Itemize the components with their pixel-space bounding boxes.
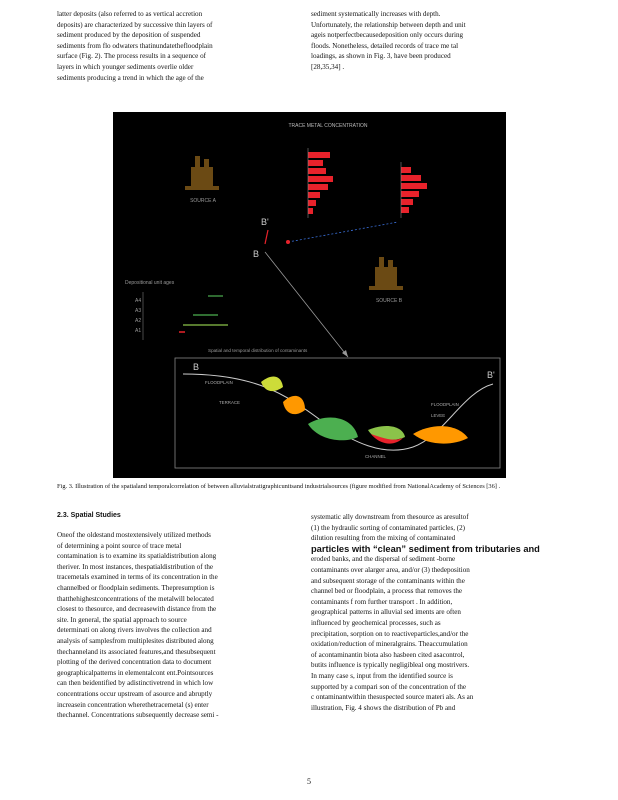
legend-note: Spatial and temporal distribution of contaminants — [208, 348, 308, 353]
cross-section-arrow — [265, 252, 348, 357]
text-line: closest to thesource, and decreasewith distance from the — [57, 605, 217, 614]
text-line: channelbed or floodplain sediments. Thepresumption is — [57, 583, 215, 592]
text-line: contaminants f rom further transport . In addition, — [311, 597, 453, 606]
svg-text:A3: A3 — [135, 308, 142, 314]
text-line: floods. Nonetheless, detailed records of trace me tal — [311, 41, 459, 50]
text-line: dilution resulting from the mixing of contaminated — [311, 534, 456, 543]
deposit-unit-a4 — [261, 377, 283, 392]
text-line: contamination is to examine its spatialdistribution along — [57, 552, 217, 561]
text-line: site. In general, the spatial approach to source — [57, 615, 187, 624]
text-line: of determining a point source of trace metal — [57, 541, 182, 550]
text-line: analysis of samplesfrom multiplesites distributed along — [57, 636, 214, 645]
text-line: plotting of the derived concentration data to document — [57, 658, 212, 667]
text-line: increasein concentration wherethetracemetal (s) enter — [57, 700, 209, 709]
text-line: sediment systematically increases with depth. — [311, 10, 441, 18]
text-line: butits influence is typically negligibleal ong mostrivers. — [311, 661, 470, 670]
text-line: geographicalpatterns in elementalcont ent.Pointsources — [57, 668, 214, 677]
text-line: sediments from flo odwaters thatinundatethefloodplain — [57, 41, 213, 50]
cross-section-box — [175, 358, 500, 468]
figure-3-illustration — [113, 112, 506, 478]
concentration-bars-left — [308, 148, 333, 218]
cross-section-left-label: B — [193, 362, 200, 372]
legend-title: Depositional unit ages — [125, 280, 175, 286]
text-line: systematic ally downstream from thesource as aresultof — [311, 513, 469, 521]
text-line: deposits) are characterized by successive thin layers of — [57, 20, 213, 29]
text-line: layers in which younger sediments overlie older — [57, 62, 194, 71]
text-line: contaminants over alarger area, and/or (3) thedeposition — [311, 565, 470, 574]
text-line: sediment produced by the deposition of suspended — [57, 31, 201, 40]
svg-text:A1: A1 — [135, 328, 142, 334]
text-line: Unfortunately, the relationship between depth and unit — [311, 20, 466, 29]
text-line: influenced by geochemical processes, such as — [311, 618, 441, 627]
deposit-unit-a2 — [308, 418, 358, 441]
text-line: supported by a compari son of the concentration of the — [311, 682, 467, 691]
top-right-column — [311, 9, 555, 73]
page-number: 5 — [307, 777, 311, 786]
text-line: [28,35,34] . — [311, 62, 345, 71]
text-line: tracemetals examined in terms of its concentration in the — [57, 573, 218, 582]
factory-left-icon — [185, 156, 219, 190]
source-label-left: SOURCE A — [190, 198, 216, 204]
svg-text:LEVEE: LEVEE — [431, 413, 446, 418]
top-left-column — [57, 9, 301, 83]
deposit-unit-a3 — [283, 396, 305, 414]
text-line: precipitation, sorption on to reactiveparticles,and/or the — [311, 629, 469, 638]
cross-section-right-label: B' — [487, 370, 495, 380]
source-label-right: SOURCE B — [375, 298, 403, 304]
text-line: c ontaminantwithin thesuspected source materi als. As an — [311, 693, 474, 702]
figure-caption: Fig. 3. Illustration of the spatialand temporalcorrelation of between alluvialstratigraphicunitsand industrialsources (figure modified from NationalAcademy of Sciences [36] . — [57, 483, 501, 490]
text-line: oxidation/reduction of mineralgrains. Theaccumulation — [311, 640, 468, 649]
concentration-bars-right — [401, 162, 427, 218]
deposit-right — [413, 426, 468, 443]
svg-text:TERRACE: TERRACE — [219, 400, 240, 405]
text-line: In many case s, input from the identified source is — [311, 671, 453, 680]
text-line: ageis notperfectbecausedeposition only occurs during — [311, 31, 464, 40]
text-line: sediments producing a trend in which the age of the — [57, 73, 204, 82]
legend-items — [135, 292, 228, 340]
text-line: determinati on along rivers involves the collection and — [57, 626, 212, 635]
text-line: thechannel. Concentrations subsequently decrease semi - — [57, 711, 219, 720]
text-line: channel bed or floodplain, a process that removes the — [311, 587, 463, 596]
text-line: illustration, Fig. 4 shows the distribution of Pb and — [311, 703, 456, 712]
body-left-column — [57, 530, 301, 721]
marker-b-prime: B' — [261, 217, 269, 227]
svg-text:FLOODPLAIN: FLOODPLAIN — [205, 380, 233, 385]
text-line: can then beidentified by adistinctivetrend in which low — [57, 679, 214, 688]
text-line: concentrations occur upstream of asource and abruptly — [57, 689, 213, 698]
deposit-unit-a1 — [368, 426, 405, 440]
text-line: thatthehighestconcentrations of the metalwill belocated — [57, 594, 214, 603]
body-right-column — [311, 512, 555, 713]
figure-3 — [113, 112, 506, 478]
text-line: Oneof the oldestand mostextensively utilized methods — [57, 531, 211, 539]
text-line: thechanneland its associated features,and thesubsequent — [57, 647, 216, 656]
svg-text:CHANNEL: CHANNEL — [365, 454, 386, 459]
text-line: eroded banks, and the dispersal of sediment -borne — [311, 555, 456, 564]
text-line: loadings, as shown in Fig. 3, have been produced — [311, 52, 451, 61]
text-line: theriver. In most instances, thespatialdistribution of the — [57, 562, 214, 571]
text-line: and subsequent storage of the contaminants within the — [311, 576, 465, 585]
text-line: of acontaminantin biota also hasbeen cited asacontrol, — [311, 650, 465, 659]
svg-text:A4: A4 — [135, 298, 142, 304]
text-line: surface (Fig. 2). The process results in a sequence of — [57, 52, 206, 61]
svg-text:FLOODPLAIN: FLOODPLAIN — [431, 402, 459, 407]
marker-b: B — [253, 249, 260, 259]
text-line: geographical patterns in alluvial sed iments are often — [311, 608, 461, 617]
factory-right-icon — [369, 257, 403, 290]
text-line: (1) the hydraulic sorting of contaminated particles, (2) — [311, 523, 466, 532]
body-right-emphasis-line: particles with “clean” sediment from tributaries and — [311, 543, 540, 554]
text-line: latter deposits (also referred to as vertical accretion — [57, 10, 203, 18]
section-heading: 2.3. Spatial Studies — [57, 512, 121, 519]
svg-text:A2: A2 — [135, 318, 142, 324]
figure-top-label: TRACE METAL CONCENTRATION — [288, 123, 368, 129]
section-link-line — [288, 222, 398, 242]
